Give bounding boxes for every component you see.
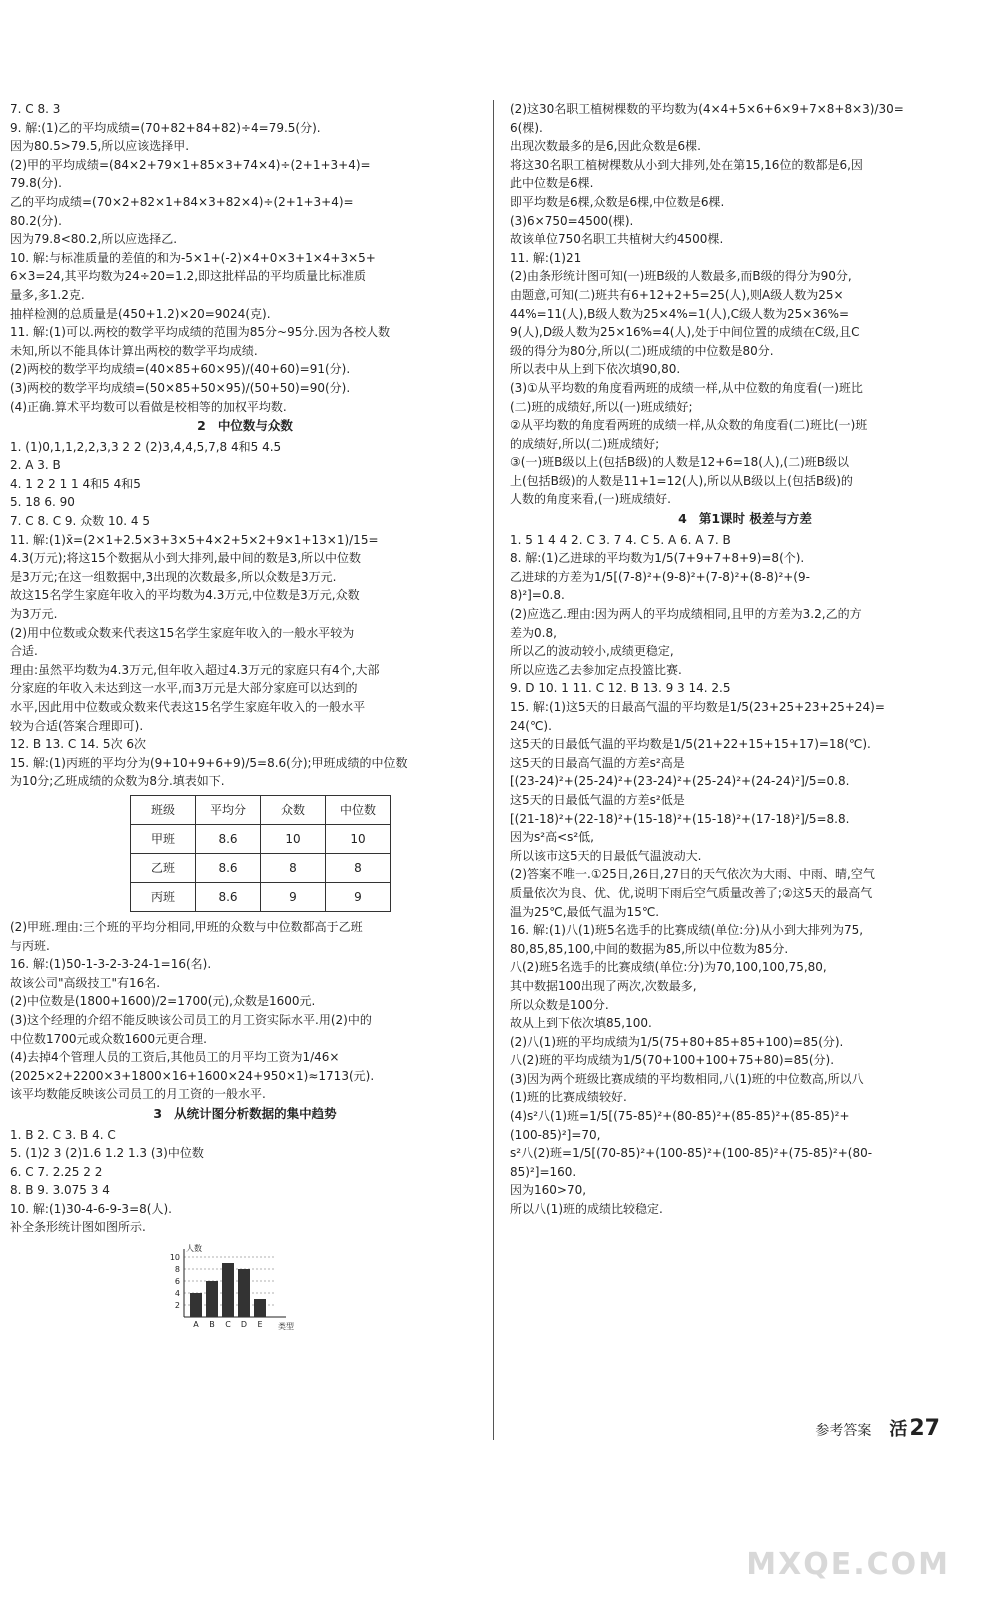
text-line: (2)中位数是(1800+1600)/2=1700(元),众数是1600元. (10, 994, 316, 1009)
text-line: s²八(2)班=1/5[(70-85)²+(100-85)²+(100-85)²+(75-85)²+(80- (510, 1146, 873, 1161)
section-title: 从统计图分析数据的集中趋势 (174, 1105, 337, 1121)
table-header-cell: 众数 (261, 795, 326, 824)
table-cell: 丙班 (131, 882, 196, 911)
text-line: 12. B 13. C 14. 5次 6次 (10, 737, 147, 752)
text-line: (2025×2+2200×3+1800×16+1600×24+950×1)≈1713(元). (10, 1068, 375, 1083)
text-line: (2)这30名职工植树棵数的平均数为(4×4+5×6+6×9+7×8+8×3)/30= (510, 102, 904, 116)
text-line: 7. C 8. C 9. 众数 10. 4 5 (10, 514, 150, 529)
watermark-logo (746, 1480, 970, 1590)
text-line: 所以八(1)班的成绩比较稳定. (510, 1202, 663, 1217)
text-line: 8. B 9. 3.075 3 4 (10, 1183, 110, 1198)
text-line: 因为160>70, (510, 1183, 587, 1198)
text-line: (100-85)²]=70, (510, 1127, 601, 1142)
table-row (131, 853, 391, 882)
table-cell: 乙班 (131, 853, 196, 882)
text-line: 理由:虽然平均数为4.3万元,但年收入超过4.3万元的家庭只有4个,大部 (10, 662, 380, 677)
text-line: [(23-24)²+(25-24)²+(23-24)²+(25-24)²+(24-24)²]/5=0.8. (510, 774, 850, 789)
page-footer (815, 1415, 940, 1441)
text-line: 11. 解:(1)x̄=(2×1+2.5×3+3×5+4×2+5×2+9×1+13×1)/15= (10, 532, 379, 547)
text-line: 上(包括B级)的人数是11+1=12(人),所以从B级以上(包括B级)的 (510, 473, 853, 488)
text-line: 15. 解:(1)这5天的日最高气温的平均数是1/5(23+25+23+25+24)= (510, 700, 885, 714)
text-line: 质量依次为良、优、优,说明下雨后空气质量改善了;②这5天的最高气 (510, 885, 873, 900)
text-line: 乙的平均成绩=(70×2+82×1+84×3+82×4)÷(2+1+3+4)= (10, 194, 354, 209)
text-line: 合适. (10, 644, 38, 659)
watermark-text: MXQE.COM (746, 1547, 950, 1582)
text-line: 这5天的日最高气温的方差s²高是 (510, 755, 685, 770)
text-line: 10. 解:(1)30-4-6-9-3=8(人). (10, 1201, 172, 1216)
text-line: (3)①从平均数的角度看两班的成绩一样,从中位数的角度看(一)班比 (510, 380, 863, 395)
text-line: 10. 解:与标准质量的差值的和为-5×1+(-2)×4+0×3+1×4+3×5+ (10, 250, 376, 265)
text-line: 5. 18 6. 90 (10, 495, 75, 510)
y-tick-label: 2 (174, 1301, 180, 1311)
text-line: 24(℃). (510, 718, 552, 733)
text-line: (2)八(1)班的平均成绩为1/5(75+80+85+85+100)=85(分). (510, 1034, 844, 1049)
text-line: 人数的角度来看,(一)班成绩好. (510, 492, 671, 507)
text-line: 因为79.8<80.2,所以应选择乙. (10, 232, 178, 247)
answer-block (510, 100, 980, 509)
table-header-cell: 中位数 (326, 795, 391, 824)
x-tick-label: B (209, 1320, 215, 1330)
text-line: 由题意,可知(二)班共有6+12+2+5=25(人),则A级人数为25× (510, 287, 844, 302)
text-line: 中位数1700元或众数1600元更合理. (10, 1031, 207, 1046)
text-line: (2)由条形统计图可知(一)班B级的人数最多,而B级的得分为90分, (510, 269, 852, 284)
text-line: 为3万元. (10, 607, 58, 622)
table-cell: 8.6 (196, 824, 261, 853)
table-row (131, 824, 391, 853)
text-line: 所以众数是100分. (510, 997, 609, 1012)
text-line: 此中位数是6棵. (510, 176, 594, 191)
text-line: 1. (1)0,1,1,2,2,3,3 2 2 (2)3,4,4,5,7,8 4和5 4.5 (10, 439, 282, 454)
x-tick-label: E (257, 1320, 263, 1330)
text-line: 将这30名职工植树棵数从小到大排列,处在第15,16位的数都是6,因 (510, 157, 863, 172)
text-line: 较为合适(答案合理即可). (10, 718, 144, 733)
text-line: 即平均数是6棵,众数是6棵,中位数是6棵. (510, 194, 725, 209)
y-axis-label: 人数 (186, 1244, 202, 1254)
text-line: 的成绩好,所以(二)班成绩好; (510, 436, 660, 451)
footer-label: 参考答案 (815, 1423, 872, 1439)
text-line: 6×3=24,其平均数为24÷20=1.2,即这批样品的平均质量比标准质 (10, 269, 367, 284)
table-cell: 8.6 (196, 882, 261, 911)
footer-activity: 活 (889, 1419, 908, 1440)
text-line: 为10分;乙班成绩的众数为8分.填表如下. (10, 774, 225, 789)
text-line: 出现次数最多的是6,因此众数是6棵. (510, 139, 701, 154)
text-line: 差为0.8, (510, 625, 557, 640)
table-cell: 9 (326, 882, 391, 911)
text-line: 所以该市这5天的日最低气温波动大. (510, 848, 702, 863)
bar-C (222, 1263, 234, 1317)
text-line: (二)班的成绩好,所以(一)班成绩好; (510, 399, 693, 414)
x-tick-label: A (193, 1320, 199, 1330)
text-line: 是3万元;在这一组数据中,3出现的次数最多,所以众数是3万元. (10, 569, 337, 584)
y-tick-label: 6 (174, 1277, 180, 1287)
section-number: 2 (197, 418, 206, 434)
bar-chart-svg (160, 1243, 320, 1331)
text-line: 8. 解:(1)乙进球的平均数为1/5(7+9+7+8+9)=8(个). (510, 551, 805, 566)
text-line: ③(一)班B级以上(包括B级)的人数是12+6=18(人),(二)班B级以 (510, 455, 850, 470)
text-line: 该平均数能反映该公司员工的月工资的一般水平. (10, 1087, 266, 1102)
table-row (131, 882, 391, 911)
text-line: 八(2)班5名选手的比赛成绩(单位:分)为70,100,100,75,80, (510, 960, 827, 975)
text-line: (3)这个经理的介绍不能反映该公司员工的月工资实际水平.用(2)中的 (10, 1012, 372, 1027)
text-line: 16. 解:(1)八(1)班5名选手的比赛成绩(单位:分)从小到大排列为75, (510, 923, 864, 938)
text-line: 因为80.5>79.5,所以应该选择甲. (10, 139, 190, 154)
text-line: 水平,因此用中位数或众数来代表这15名学生家庭年收入的一般水平 (10, 700, 366, 714)
section-title: 中位数与众数 (217, 418, 293, 434)
text-line: 1. 5 1 4 4 2. C 3. 7 4. C 5. A 6. A 7. B (510, 532, 731, 547)
page-number: 27 (909, 1416, 940, 1441)
text-line: (4)s²八(1)班=1/5[(75-85)²+(80-85)²+(85-85)²+(85-85)²+ (510, 1109, 850, 1124)
text-line: 温为25℃,最低气温为15℃. (510, 904, 660, 919)
text-line: (4)正确.算术平均数可以看做是校相等的加权平均数. (10, 399, 287, 414)
text-line: 与丙班. (10, 938, 50, 953)
text-line: 80,85,85,100,中间的数据为85,所以中位数为85分. (510, 941, 789, 956)
text-line: 所以表中从上到下依次填90,80. (510, 362, 681, 377)
text-line: (3)两校的数学平均成绩=(50×85+50×95)/(50+50)=90(分). (10, 380, 351, 395)
table-cell: 9 (261, 882, 326, 911)
text-line: (3)因为两个班级比赛成绩的平均数相同,八(1)班的中位数高,所以八 (510, 1071, 864, 1086)
section-heading (510, 510, 980, 529)
text-line: (2)用中位数或众数来代表这15名学生家庭年收入的一般水平较为 (10, 625, 355, 640)
text-line: 八(2)班的平均成绩为1/5(70+100+100+75+80)=85(分). (510, 1053, 835, 1068)
table-body (131, 824, 391, 911)
table-header-cell: 班级 (131, 795, 196, 824)
section-number: 4 (678, 511, 687, 527)
x-axis-label: 类型 (278, 1322, 294, 1332)
text-line: 4.3(万元);将这15个数据从小到大排列,最中间的数是3,所以中位数 (10, 551, 362, 566)
text-line: 这5天的日最低气温的方差s²低是 (510, 792, 685, 807)
section-title: 第1课时 极差与方差 (698, 511, 812, 527)
text-line: 6. C 7. 2.25 2 2 (10, 1164, 103, 1179)
text-line: 6(棵). (510, 120, 543, 135)
text-line: 量多,多1.2克. (10, 287, 85, 302)
table-cell: 10 (261, 824, 326, 853)
right-column (510, 100, 980, 1219)
text-line: (2)两校的数学平均成绩=(40×85+60×95)/(40+60)=91(分). (10, 362, 351, 377)
score-table (130, 795, 391, 912)
answer-block (10, 100, 480, 416)
text-line: 所以乙的波动较小,成绩更稳定, (510, 644, 674, 659)
table-cell: 8 (326, 853, 391, 882)
text-line: (3)6×750=4500(棵). (510, 213, 634, 228)
text-line: (2)甲班.理由:三个班的平均分相同,甲班的众数与中位数都高于乙班 (10, 919, 363, 934)
text-line: 9. D 10. 1 11. C 12. B 13. 9 3 14. 2.5 (510, 681, 731, 696)
table-header-cell: 平均分 (196, 795, 261, 824)
x-tick-label: D (240, 1320, 248, 1330)
text-line: 9. 解:(1)乙的平均成绩=(70+82+84+82)÷4=79.5(分). (10, 120, 321, 135)
text-line: 9(人),D级人数为25×16%=4(人),处于中间位置的成绩在C级,且C (510, 325, 860, 340)
text-line: (2)应选乙.理由:因为两人的平均成绩相同,且甲的方差为3.2,乙的方 (510, 607, 862, 622)
table-header-row (131, 795, 391, 824)
text-line: 因为s²高<s²低, (510, 830, 594, 845)
text-line: ②从平均数的角度看两班的成绩一样,从众数的角度看(二)班比(一)班 (510, 418, 868, 433)
text-line: 其中数据100出现了两次,次数最多, (510, 978, 697, 993)
text-line: 未知,所以不能具体计算出两校的数学平均成绩. (10, 343, 258, 358)
answer-block (10, 1126, 480, 1238)
text-line: 7. C 8. 3 (10, 102, 61, 116)
text-line: [(21-18)²+(22-18)²+(15-18)²+(15-18)²+(17-18)²]/5=8.8. (510, 811, 850, 826)
table-cell: 10 (326, 824, 391, 853)
text-line: 抽样检测的总质量是(450+1.2)×20=9024(克). (10, 306, 271, 321)
text-line: 4. 1 2 2 1 1 4和5 4和5 (10, 476, 141, 491)
y-tick-label: 4 (174, 1289, 180, 1299)
text-line: 85)²]=160. (510, 1164, 577, 1179)
text-line: 80.2(分). (10, 213, 62, 228)
text-line: 故这15名学生家庭年收入的平均数为4.3万元,中位数是3万元,众数 (10, 588, 360, 603)
text-line: 15. 解:(1)丙班的平均分为(9+10+9+6+9)/5=8.6(分);甲班成绩的中位数 (10, 755, 408, 770)
left-column (10, 100, 480, 1337)
text-line: (2)答案不唯一.①25日,26日,27日的天气依次为大雨、中雨、晴,空气 (510, 867, 875, 882)
bar-chart (160, 1243, 480, 1337)
text-line: 这5天的日最低气温的平均数是1/5(21+22+15+15+17)=18(℃). (510, 737, 871, 752)
text-line: 故该公司"高级技工"有16名. (10, 975, 161, 990)
text-line: 1. B 2. C 3. B 4. C (10, 1127, 116, 1142)
section-number: 3 (153, 1105, 163, 1121)
text-line: 故该单位750名职工共植树大约4500棵. (510, 232, 724, 247)
y-tick-label: 8 (174, 1265, 180, 1275)
table-cell: 8 (261, 853, 326, 882)
text-line: 11. 解:(1)21 (510, 250, 582, 265)
text-line: 8)²]=0.8. (510, 588, 565, 603)
section-heading (10, 1105, 480, 1124)
text-line: 分家庭的年收入未达到这一水平,而3万元是大部分家庭可以达到的 (10, 681, 358, 696)
answer-block (10, 438, 480, 791)
bar-D (238, 1269, 250, 1317)
table-cell: 8.6 (196, 853, 261, 882)
x-tick-label: C (225, 1320, 231, 1330)
text-line: 故从上到下依次填85,100. (510, 1016, 652, 1031)
text-line: 11. 解:(1)可以.两校的数学平均成绩的范围为85分~95分.因为各校人数 (10, 325, 391, 340)
text-line: 16. 解:(1)50-1-3-2-3-24-1=16(名). (10, 957, 212, 972)
text-line: (2)甲的平均成绩=(84×2+79×1+85×3+74×4)÷(2+1+3+4)= (10, 157, 371, 172)
table-cell: 甲班 (131, 824, 196, 853)
text-line: 44%=11(人),B级人数为25×4%=1(人),C级人数为25×36%= (510, 306, 850, 321)
text-line: 补全条形统计图如图所示. (10, 1220, 146, 1235)
text-line: 级的得分为80分,所以(二)班成绩的中位数是80分. (510, 343, 774, 358)
bar-B (206, 1281, 218, 1317)
column-divider (493, 100, 494, 1440)
bar-E (254, 1299, 266, 1317)
section-heading (10, 417, 480, 436)
text-line: 2. A 3. B (10, 458, 61, 473)
answer-block (510, 531, 980, 1219)
answer-block (10, 918, 480, 1104)
text-line: 5. (1)2 3 (2)1.6 1.2 1.3 (3)中位数 (10, 1146, 204, 1161)
text-line: (1)班的比赛成绩较好. (510, 1090, 627, 1105)
text-line: 乙进球的方差为1/5[(7-8)²+(9-8)²+(7-8)²+(8-8)²+(9- (510, 569, 810, 584)
text-line: 所以应选乙去参加定点投篮比赛. (510, 662, 682, 677)
bar-A (190, 1293, 202, 1317)
text-line: 79.8(分). (10, 176, 62, 191)
text-line: (4)去掉4个管理人员的工资后,其他员工的月平均工资为1/46× (10, 1050, 340, 1065)
y-tick-label: 10 (169, 1253, 180, 1263)
